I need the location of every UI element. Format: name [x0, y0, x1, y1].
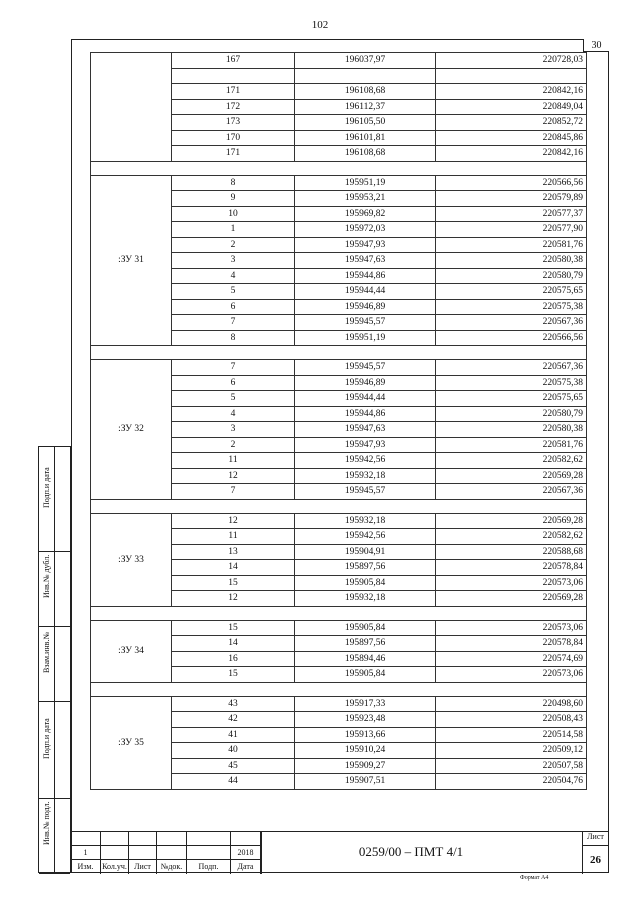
- point-number: 12: [172, 513, 295, 529]
- side-field: [39, 552, 70, 627]
- y-coordinate: 220569,28: [436, 513, 587, 529]
- y-coordinate: 220577,37: [436, 206, 587, 222]
- y-coordinate: 220573,06: [436, 667, 587, 683]
- y-coordinate: 220579,89: [436, 191, 587, 207]
- y-coordinate: 220514,58: [436, 727, 587, 743]
- point-number: 42: [172, 712, 295, 728]
- y-coordinate: 220567,36: [436, 484, 587, 500]
- point-number: 173: [172, 115, 295, 131]
- x-coordinate: 195917,33: [295, 696, 436, 712]
- point-number: 172: [172, 99, 295, 115]
- point-number: 8: [172, 175, 295, 191]
- stamp-cell: [129, 832, 157, 846]
- x-coordinate: 195932,18: [295, 513, 436, 529]
- point-number: 171: [172, 146, 295, 162]
- point-number: 9: [172, 191, 295, 207]
- y-coordinate: 220575,65: [436, 284, 587, 300]
- point-number: 12: [172, 591, 295, 607]
- y-coordinate: 220577,90: [436, 222, 587, 238]
- plot-label: :ЗУ 33: [91, 513, 172, 606]
- point-number: 2: [172, 437, 295, 453]
- point-number: 14: [172, 560, 295, 576]
- group-separator: [91, 682, 587, 696]
- stamp-value: [187, 846, 231, 860]
- side-field: [39, 627, 70, 702]
- y-coordinate: 220580,79: [436, 406, 587, 422]
- y-coordinate: 220580,38: [436, 253, 587, 269]
- y-coordinate: 220728,03: [436, 53, 587, 69]
- y-coordinate: 220852,72: [436, 115, 587, 131]
- point-number: 45: [172, 758, 295, 774]
- y-coordinate: 220569,28: [436, 468, 587, 484]
- y-coordinate: 220566,56: [436, 175, 587, 191]
- table-row: [91, 696, 587, 712]
- table-row: [91, 513, 587, 529]
- point-number: 5: [172, 391, 295, 407]
- point-number: 171: [172, 84, 295, 100]
- x-coordinate: 195972,03: [295, 222, 436, 238]
- stamp-header: Лист: [129, 860, 157, 874]
- table-row: [91, 53, 587, 69]
- x-coordinate: 195944,44: [295, 391, 436, 407]
- y-coordinate: 220842,16: [436, 146, 587, 162]
- y-coordinate: 220582,62: [436, 529, 587, 545]
- y-coordinate: 220849,04: [436, 99, 587, 115]
- table-row: [91, 360, 587, 376]
- separator-cell: [91, 606, 587, 620]
- x-coordinate: 195904,91: [295, 544, 436, 560]
- y-coordinate: 220575,65: [436, 391, 587, 407]
- y-coordinate: 220582,62: [436, 453, 587, 469]
- x-coordinate: 195951,19: [295, 330, 436, 346]
- x-coordinate: 195942,56: [295, 529, 436, 545]
- x-coordinate: 196105,50: [295, 115, 436, 131]
- plot-label: [91, 53, 172, 162]
- x-coordinate: 195905,84: [295, 620, 436, 636]
- stamp-cell: [231, 832, 261, 846]
- point-number: 6: [172, 299, 295, 315]
- plot-label: :ЗУ 34: [91, 620, 172, 682]
- y-coordinate: 220580,79: [436, 268, 587, 284]
- side-field: [39, 702, 70, 799]
- point-number: 4: [172, 406, 295, 422]
- x-coordinate: 196037,97: [295, 53, 436, 69]
- y-coordinate: 220507,58: [436, 758, 587, 774]
- x-coordinate: [295, 68, 436, 84]
- point-number: 7: [172, 360, 295, 376]
- point-number: 12: [172, 468, 295, 484]
- x-coordinate: 195945,57: [295, 360, 436, 376]
- point-number: 11: [172, 529, 295, 545]
- x-coordinate: 195946,89: [295, 299, 436, 315]
- stamp-value: 2018: [231, 846, 261, 860]
- y-coordinate: 220578,84: [436, 560, 587, 576]
- x-coordinate: 195946,89: [295, 375, 436, 391]
- separator-cell: [91, 346, 587, 360]
- plot-label: :ЗУ 35: [91, 696, 172, 789]
- sheet-label: Лист: [582, 832, 609, 846]
- x-coordinate: 195945,57: [295, 315, 436, 331]
- point-number: 7: [172, 315, 295, 331]
- x-coordinate: 195947,63: [295, 253, 436, 269]
- x-coordinate: 196112,37: [295, 99, 436, 115]
- plot-label: :ЗУ 32: [91, 360, 172, 500]
- separator-cell: [91, 161, 587, 175]
- x-coordinate: 195944,86: [295, 406, 436, 422]
- x-coordinate: 195945,57: [295, 484, 436, 500]
- point-number: 4: [172, 268, 295, 284]
- y-coordinate: 220567,36: [436, 360, 587, 376]
- point-number: 3: [172, 422, 295, 438]
- point-number: 170: [172, 130, 295, 146]
- y-coordinate: 220581,76: [436, 437, 587, 453]
- y-coordinate: 220588,68: [436, 544, 587, 560]
- y-coordinate: 220573,06: [436, 620, 587, 636]
- y-coordinate: 220845,86: [436, 130, 587, 146]
- point-number: 1: [172, 222, 295, 238]
- y-coordinate: 220575,38: [436, 299, 587, 315]
- y-coordinate: 220498,60: [436, 696, 587, 712]
- y-coordinate: 220574,69: [436, 651, 587, 667]
- stamp-header: №док.: [157, 860, 187, 874]
- stamp-header: Изм.: [71, 860, 101, 874]
- x-coordinate: 195907,51: [295, 774, 436, 790]
- x-coordinate: 195905,84: [295, 575, 436, 591]
- point-number: 5: [172, 284, 295, 300]
- stamp-value: 1: [71, 846, 101, 860]
- stamp-header: Дата: [231, 860, 261, 874]
- y-coordinate: 220842,16: [436, 84, 587, 100]
- x-coordinate: 195932,18: [295, 468, 436, 484]
- point-number: 3: [172, 253, 295, 269]
- side-field-label: Подп.и дата: [42, 466, 51, 508]
- x-coordinate: 195905,84: [295, 667, 436, 683]
- group-separator: [91, 346, 587, 360]
- stamp-value: [157, 846, 187, 860]
- x-coordinate: 195910,24: [295, 743, 436, 759]
- y-coordinate: 220580,38: [436, 422, 587, 438]
- stamp-cell: [157, 832, 187, 846]
- x-coordinate: 195953,21: [295, 191, 436, 207]
- point-number: 41: [172, 727, 295, 743]
- y-coordinate: 220504,76: [436, 774, 587, 790]
- x-coordinate: 196108,68: [295, 146, 436, 162]
- side-field: [39, 447, 70, 552]
- y-coordinate: 220573,06: [436, 575, 587, 591]
- group-separator: [91, 499, 587, 513]
- side-field-label: Взам.инв.№: [42, 631, 51, 673]
- point-number: [172, 68, 295, 84]
- stamp-cell: [187, 832, 231, 846]
- point-number: 11: [172, 453, 295, 469]
- x-coordinate: 195947,63: [295, 422, 436, 438]
- y-coordinate: 220581,76: [436, 237, 587, 253]
- x-coordinate: 195942,56: [295, 453, 436, 469]
- x-coordinate: 195944,86: [295, 268, 436, 284]
- y-coordinate: 220569,28: [436, 591, 587, 607]
- format-label: Формат А4: [520, 875, 549, 881]
- x-coordinate: 195947,93: [295, 237, 436, 253]
- table-row: [91, 175, 587, 191]
- group-separator: [91, 606, 587, 620]
- separator-cell: [91, 499, 587, 513]
- point-number: 40: [172, 743, 295, 759]
- stamp-cell: [71, 832, 101, 846]
- point-number: 43: [172, 696, 295, 712]
- table-row: [91, 620, 587, 636]
- x-coordinate: 195909,27: [295, 758, 436, 774]
- y-coordinate: 220578,84: [436, 636, 587, 652]
- page-number: 102: [311, 19, 329, 31]
- y-coordinate: 220508,43: [436, 712, 587, 728]
- point-number: 10: [172, 206, 295, 222]
- point-number: 15: [172, 620, 295, 636]
- group-separator: [91, 161, 587, 175]
- x-coordinate: 195913,66: [295, 727, 436, 743]
- side-field: [39, 799, 70, 874]
- side-field-label: Инв.№ дубл.: [42, 554, 51, 598]
- x-coordinate: 195894,46: [295, 651, 436, 667]
- y-coordinate: 220566,56: [436, 330, 587, 346]
- x-coordinate: 195951,19: [295, 175, 436, 191]
- x-coordinate: 195923,48: [295, 712, 436, 728]
- point-number: 44: [172, 774, 295, 790]
- x-coordinate: 196108,68: [295, 84, 436, 100]
- point-number: 167: [172, 53, 295, 69]
- x-coordinate: 195897,56: [295, 560, 436, 576]
- point-number: 14: [172, 636, 295, 652]
- point-number: 2: [172, 237, 295, 253]
- x-coordinate: 195947,93: [295, 437, 436, 453]
- side-field-label: Подп.и дата: [42, 717, 51, 759]
- x-coordinate: 195932,18: [295, 591, 436, 607]
- stamp-header: Кол.уч.: [101, 860, 129, 874]
- point-number: 6: [172, 375, 295, 391]
- x-coordinate: 195969,82: [295, 206, 436, 222]
- plot-label: :ЗУ 31: [91, 175, 172, 346]
- y-coordinate: 220575,38: [436, 375, 587, 391]
- point-number: 16: [172, 651, 295, 667]
- separator-cell: [91, 682, 587, 696]
- y-coordinate: [436, 68, 587, 84]
- x-coordinate: 195897,56: [295, 636, 436, 652]
- point-number: 15: [172, 575, 295, 591]
- stamp-value: [101, 846, 129, 860]
- side-stamp: [38, 446, 71, 873]
- stamp-value: [129, 846, 157, 860]
- point-number: 15: [172, 667, 295, 683]
- x-coordinate: 196101,81: [295, 130, 436, 146]
- y-coordinate: 220509,12: [436, 743, 587, 759]
- sheet-number: 26: [590, 854, 601, 866]
- title-block: [71, 831, 609, 873]
- x-coordinate: 195944,44: [295, 284, 436, 300]
- coordinates-table: [90, 52, 587, 790]
- point-number: 13: [172, 544, 295, 560]
- side-field-label: Инв.№ подл.: [42, 800, 51, 845]
- point-number: 8: [172, 330, 295, 346]
- sheet-top-number: 30: [583, 39, 609, 52]
- stamp-cell: [101, 832, 129, 846]
- point-number: 7: [172, 484, 295, 500]
- document-code: 0259/00 – ПМТ 4/1: [358, 844, 464, 859]
- stamp-header: Подп.: [187, 860, 231, 874]
- y-coordinate: 220567,36: [436, 315, 587, 331]
